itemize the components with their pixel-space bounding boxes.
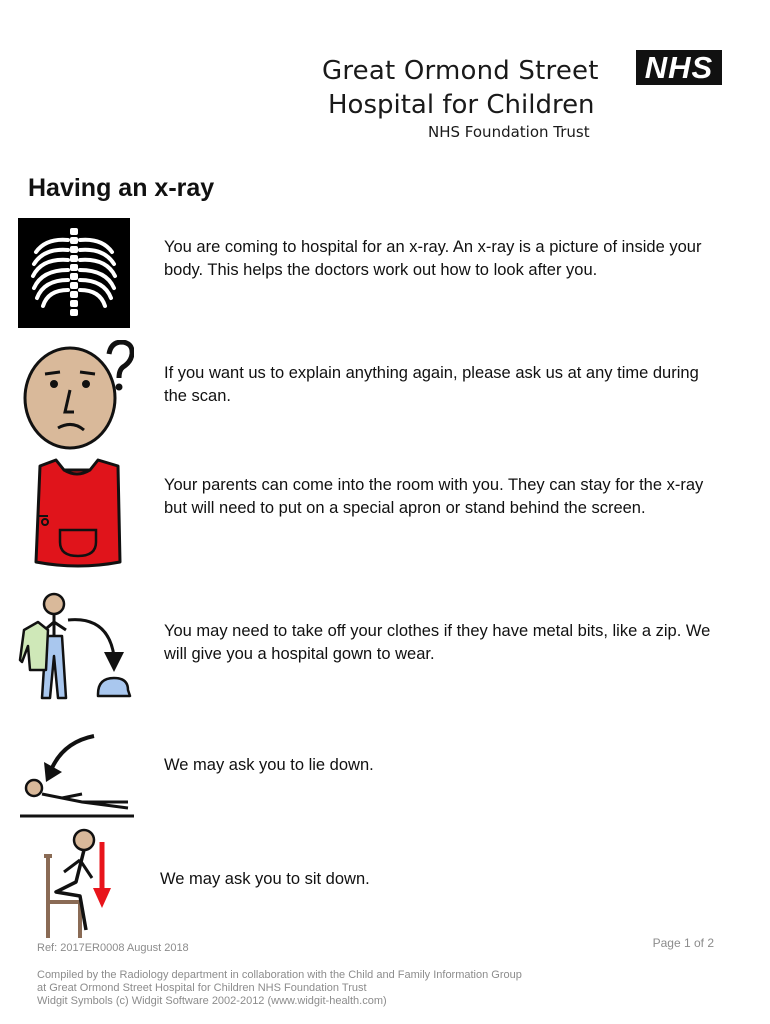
hospital-name-line1: Great Ormond Street — [322, 56, 599, 86]
credit-line-3: Widgit Symbols (c) Widgit Software 2002-2012 (www.widgit-health.com) — [37, 995, 387, 1007]
hospital-name-line2: Hospital for Children — [328, 90, 595, 120]
credit-line-1: Compiled by the Radiology department in collaboration with the Child and Family Information Group — [37, 969, 522, 981]
reference-text: Ref: 2017ER0008 August 2018 — [37, 942, 189, 954]
page-number: Page 1 of 2 — [652, 936, 714, 950]
lie-down-icon — [18, 728, 136, 820]
item-text: We may ask you to lie down. — [164, 756, 374, 774]
xray-ribcage-icon — [18, 218, 130, 328]
hospital-header — [322, 48, 722, 148]
item-text: You may need to take off your clothes if they have metal bits, like a zip. We will give you a hospital gown to wear. — [164, 622, 711, 663]
page-title: Having an x-ray — [28, 174, 215, 202]
question-face-icon — [18, 340, 134, 450]
nhs-logo: NHS — [636, 50, 722, 85]
sit-down-icon — [40, 826, 120, 940]
item-text: If you want us to explain anything again, please ask us at any time during the scan. — [164, 364, 699, 405]
item-text: You are coming to hospital for an x-ray. An x-ray is a picture of inside your body. This helps the doctors work out how to look after you. — [164, 238, 702, 279]
item-text: Your parents can come into the room with you. They can stay for the x-ray but will need to put on a special apron or stand behind the screen. — [164, 476, 704, 517]
trust-name: NHS Foundation Trust — [428, 123, 590, 141]
apron-icon — [28, 456, 128, 571]
credit-line-2: at Great Ormond Street Hospital for Children NHS Foundation Trust — [37, 982, 367, 994]
undress-icon — [18, 590, 136, 708]
item-text: We may ask you to sit down. — [160, 870, 370, 888]
